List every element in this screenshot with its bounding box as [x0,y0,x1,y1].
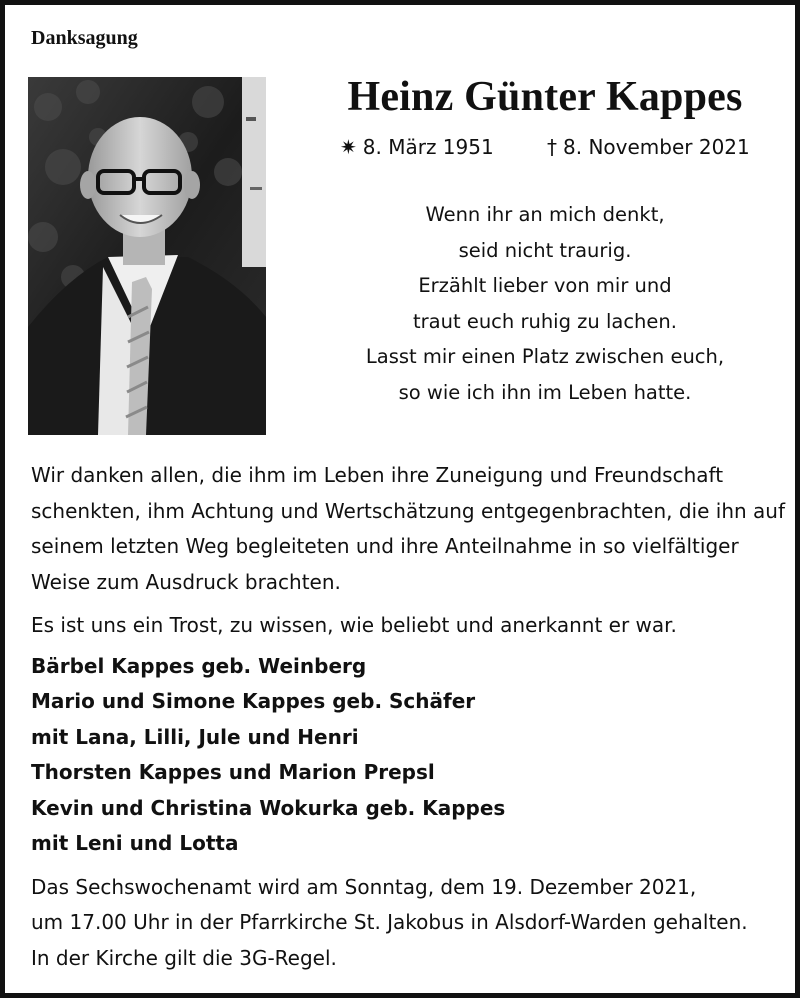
poem-line: Wenn ihr an mich denkt, [425,203,665,226]
death-date-group [547,135,750,159]
signer: Kevin und Christina Wokurka geb. Kappes [31,795,506,820]
trost-paragraph: Es ist uns ein Trost, zu wissen, wie beliebt und anerkannt er war. [31,613,677,637]
thanks-line: seinem letzten Weg begleiteten und ihre Anteilnahme in so vielfältiger [31,534,739,558]
service-notice [31,870,791,977]
signer: Bärbel Kappes geb. Weinberg [31,653,367,678]
signer: mit Leni und Lotta [31,831,239,855]
signer: Mario und Simone Kappes geb. Schäfer [31,689,476,713]
deceased-name: Heinz Günter Kappes [347,74,743,120]
notice-line: In der Kirche gilt die 3G-Regel. [31,945,337,970]
poem-line: Lasst mir einen Platz zwischen euch, [365,345,725,368]
poem-line: so wie ich ihn im Leben hatte. [398,380,692,404]
thanks-line: schenkten, ihm Achtung und Wertschätzung entgegenbrachten, die ihn auf [31,498,786,523]
death-cross-icon: † [547,135,557,159]
portrait-photo [28,77,266,435]
notice-line: um 17.00 Uhr in der Pfarrkirche St. Jakobus in Alsdorf-Warden gehalten. [31,910,748,934]
signer: Thorsten Kappes und Marion Prepsl [31,760,435,784]
poem-line: Erzählt lieber von mir und [418,274,672,297]
birth-date: 8. März 1951 [362,135,494,159]
notice-line: Das Sechswochenamt wird am Sonntag, dem 19. Dezember 2021, [31,874,697,899]
thanks-paragraph [31,458,791,600]
poem [335,197,755,410]
poem-line: traut euch ruhig zu lachen. [413,309,677,333]
signers-list [31,649,791,862]
header-label: Danksagung [31,27,138,49]
thanks-line: Wir danken allen, die ihm im Leben ihre Zuneigung und Freundschaft [31,463,724,487]
death-date: 8. November 2021 [563,135,750,159]
signer: mit Lana, Lilli, Jule und Henri [31,724,359,749]
life-dates [340,135,760,167]
birth-star-icon: ✷ [340,135,357,159]
body-text [31,458,791,976]
birth-date-group [340,135,494,159]
poem-line: seid nicht traurig. [458,238,632,262]
thanks-line: Weise zum Ausdruck brachten. [31,569,341,594]
